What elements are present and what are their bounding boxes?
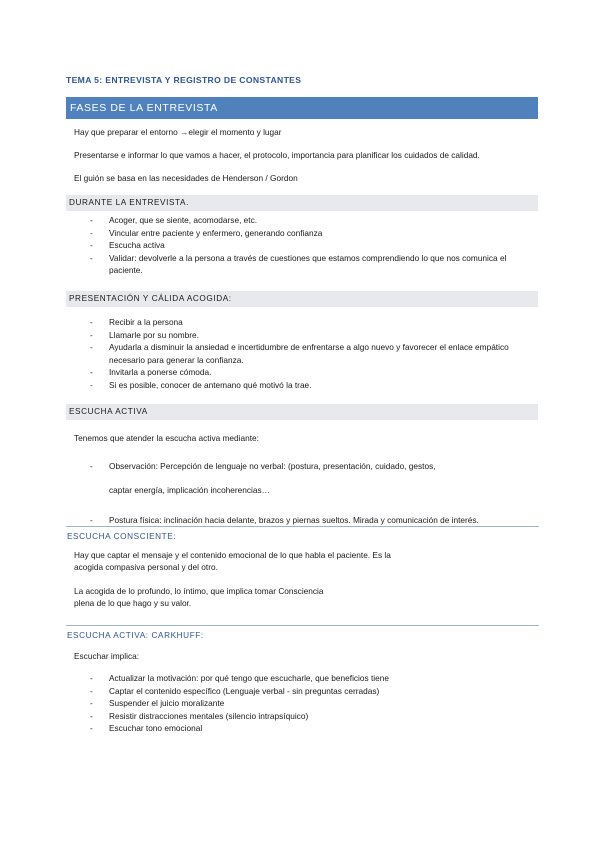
paragraph-line: Hay que captar el mensaje y el contenido emocional de lo que habla el paciente. Es la bbox=[74, 550, 391, 560]
heading-escucha-activa: ESCUCHA ACTIVA bbox=[66, 404, 538, 420]
heading-carkhuff: ESCUCHA ACTIVA: CARKHUFF: bbox=[66, 625, 539, 640]
escucha-consciente-p2 bbox=[74, 586, 534, 609]
list-item: - Llamarle por su nombre. bbox=[90, 329, 530, 342]
heading-escucha-consciente: ESCUCHA CONSCIENTE: bbox=[66, 526, 539, 541]
list-item: - Acoger, que se siente, acomodarse, etc. bbox=[90, 214, 530, 227]
intro-paragraph-1: Hay que preparar el entorno →elegir el momento y lugar bbox=[74, 127, 282, 137]
list-item: - Escuchar tono emocional bbox=[90, 722, 530, 735]
carkhuff-intro: Escuchar implica: bbox=[74, 651, 140, 661]
list-item: - Validar: devolverle a la persona a través de cuestiones que estamos comprendiendo lo que nos comunica el paciente. bbox=[90, 252, 530, 277]
list-item: - Resistir distracciones mentales (silencio intrapsíquico) bbox=[90, 710, 530, 723]
list-item: - Si es posible, conocer de antemano qué motivó la trae. bbox=[90, 379, 530, 392]
intro-paragraph-2: Presentarse e informar lo que vamos a hacer, el protocolo, importancia para planificar los cuidados de calidad. bbox=[74, 150, 480, 160]
heading-durante: DURANTE LA ENTREVISTA. bbox=[66, 195, 538, 211]
section-banner-fases: FASES DE LA ENTREVISTA bbox=[66, 97, 538, 119]
paragraph-line: acogida compasiva personal y del otro. bbox=[74, 561, 218, 572]
list-item: - Vincular entre paciente y enfermero, generando confianza bbox=[90, 227, 530, 240]
list-item: - Actualizar la motivación: por qué tengo que escucharle, que beneficios tiene bbox=[90, 672, 530, 685]
list-item: - Escucha activa bbox=[90, 239, 530, 252]
list-item-line: - Observación: Percepción de lenguaje no verbal: (postura, presentación, cuidado, gestos, bbox=[109, 461, 436, 471]
heading-presentacion: PRESENTACIÓN Y CÁLIDA ACOGIDA: bbox=[66, 291, 538, 307]
list-durante bbox=[90, 214, 530, 277]
list-item-line: captar energía, implicación incoherencias… bbox=[109, 485, 270, 495]
list-presentacion bbox=[90, 316, 530, 391]
list-item: - Suspender el juicio moralizante bbox=[90, 697, 530, 710]
list-item bbox=[90, 454, 530, 502]
list-item: - Recibir a la persona bbox=[90, 316, 530, 329]
list-item: - Invitarla a ponerse cómoda. bbox=[90, 366, 530, 379]
paragraph-line: plena de lo que hago y su valor. bbox=[74, 597, 192, 608]
list-carkhuff bbox=[90, 672, 530, 735]
list-item-line: - Postura física: inclinación hacia delante, brazos y piernas sueltos. Mirada y comunicación de interés. bbox=[109, 515, 479, 525]
list-item: - Ayudarla a disminuir la ansiedad e incertidumbre de enfrentarse a algo nuevo y favorecer el enlace empático necesario para generar la confianza. bbox=[90, 341, 530, 366]
paragraph-line: La acogida de lo profundo, lo íntimo, que implica tomar Consciencia bbox=[74, 586, 324, 596]
list-item: - Captar el contenido específico (Lenguaje verbal - sin preguntas cerradas) bbox=[90, 685, 530, 698]
intro-paragraph-3: El guión se basa en las necesidades de Henderson / Gordon bbox=[74, 173, 298, 183]
document-title: TEMA 5: ENTREVISTA Y REGISTRO DE CONSTANTES bbox=[66, 75, 302, 85]
list-escucha-activa bbox=[90, 454, 530, 527]
escucha-consciente-p1 bbox=[74, 550, 534, 573]
list-item bbox=[90, 514, 530, 527]
escucha-activa-intro: Tenemos que atender la escucha activa mediante: bbox=[74, 433, 259, 443]
